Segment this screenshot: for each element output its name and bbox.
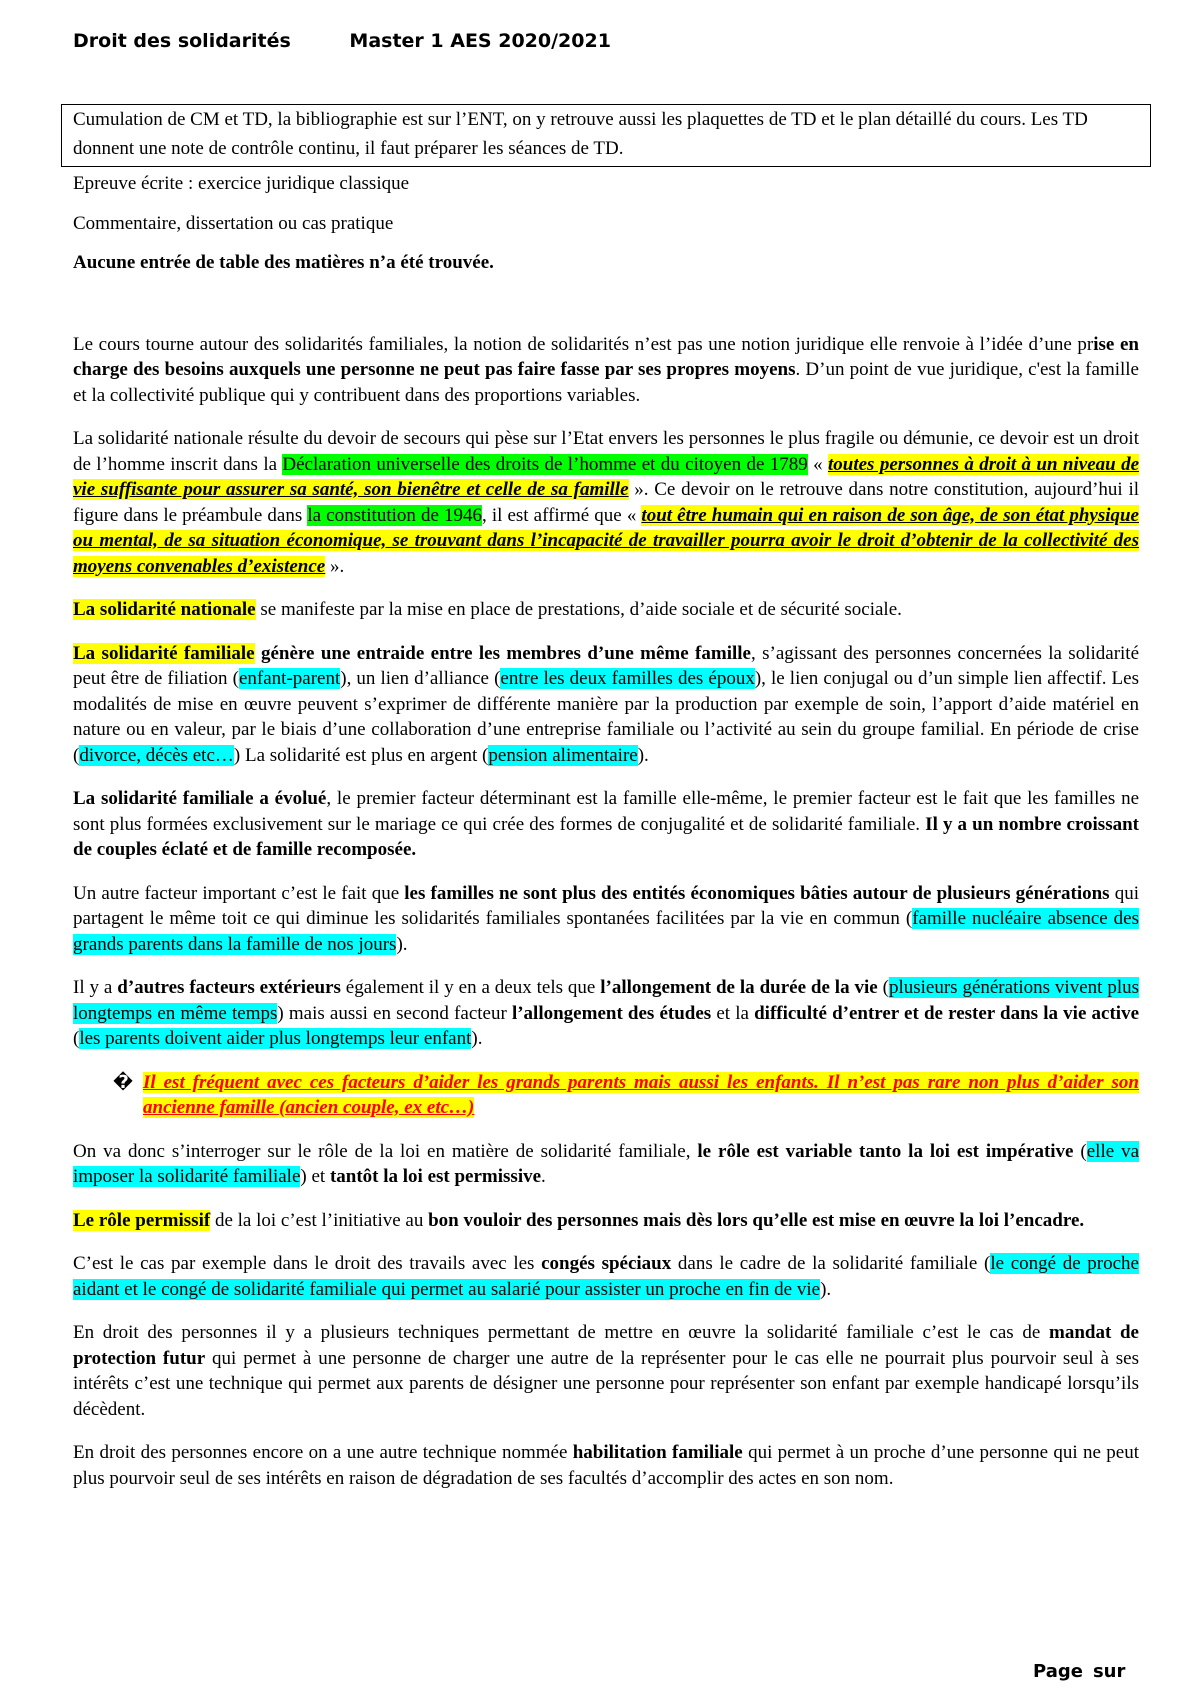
p4-text-b: ), un lien d’alliance ( (340, 668, 501, 689)
p6-text-b: qui partagent le même toit ce qui diminue les solidarités familiales spontanées facilitées par la vie en commun ( (73, 882, 1139, 929)
paragraph-2 (73, 426, 1139, 579)
p4-bold: génère une entraide entre les membres d’une même famille (254, 642, 751, 664)
p7-highlight-1: plusieurs générations vivent plus longtemps en même temps (73, 977, 1139, 1024)
p7-bold-2: l’allongement de la durée de la vie (600, 977, 878, 998)
paragraph-3 (73, 597, 1139, 623)
page-header (73, 30, 611, 52)
p6-text-c: ). (396, 933, 408, 955)
p1-text-c: . D’un point de vue juridique, c'est la famille et la collectivité publique qui y contribuent dans des proportions variables. (73, 359, 1139, 406)
declaration-highlight: Déclaration universelle des droits de l’homme et du citoyen de 1789 (282, 453, 808, 475)
p8-text-c: ) et (300, 1166, 330, 1187)
intro-box (61, 104, 1151, 167)
p4-highlight-3: divorce, décès etc… (79, 744, 234, 766)
p4-text-e: ). (637, 744, 649, 766)
p3-text: se manifeste par la mise en place de prestations, d’aide sociale et de sécurité sociale. (255, 599, 902, 620)
p8-text-b: ( (1073, 1140, 1087, 1162)
course-title: Droit des solidarités (73, 30, 291, 52)
p8-highlight: elle va imposer la solidarité familiale (73, 1140, 1140, 1187)
page-label: Page (1033, 1661, 1083, 1682)
p10-text-a: C’est le cas par exemple dans le droit des travails avec les (73, 1253, 542, 1274)
document-body (73, 104, 1139, 1509)
p4-highlight-1: enfant-parent (238, 668, 341, 689)
program-title: Master 1 AES 2020/2021 (349, 30, 611, 52)
p11-text-a: En droit des personnes il y a plusieurs techniques permettant de mettre en œuvre la solidarité familiale c’est le cas de (73, 1322, 1049, 1343)
p7-text-e: et la (711, 1002, 755, 1024)
bullet-item (113, 1070, 1139, 1121)
paragraph-10 (73, 1251, 1139, 1302)
paragraph-4 (73, 641, 1139, 769)
paragraph-6 (73, 881, 1139, 958)
of-label: sur (1092, 1661, 1126, 1682)
p2-text-c: ». Ce devoir on le retrouve dans notre constitution, aujourd’hui il figure dans le préambule dans (73, 479, 1139, 526)
toc-notice-text: Aucune entrée de table des matières n’a été trouvée. (73, 252, 494, 273)
page-footer (1033, 1661, 1135, 1682)
p7-text-f: ( (73, 1028, 80, 1049)
p8-bold-1: le rôle est variable tanto la loi est impérative (697, 1140, 1074, 1162)
p5-text-a: , le premier facteur déterminant est la famille elle-même, le premier facteur est le fait que les familles ne sont plus formées exclusivement sur le mariage ce qui crée des formes de conjugalité et de solidarité familiale. (73, 788, 1139, 835)
p6-text-a: Un autre facteur important c’est le fait que (73, 882, 405, 904)
term-role-permissif: Le rôle permissif (73, 1209, 211, 1231)
p12-bold: habilitation familiale (572, 1442, 743, 1463)
quote-1: toutes personnes à droit à un niveau de vie suffisante pour assurer sa santé, son bienêtre et celle de sa famille (73, 453, 1140, 500)
p7-text-a: Il y a (73, 977, 118, 998)
p7-text-b: également il y en a deux tels que (340, 977, 601, 998)
p1-bold: ise en charge des besoins auxquels une personne ne peut pas faire fasse par ses propres moyens (73, 333, 1139, 380)
paragraph-1 (73, 332, 1139, 409)
p12-text-b: qui permet à un proche d’une personne qui ne peut plus pourvoir seul de ses intérêts en raison de dégradation de ses facultés d’accomplir des actes en son nom. (73, 1442, 1139, 1489)
bullet-text-content: Il est fréquent avec ces facteurs d’aider les grands parents mais aussi les enfants. Il n’est pas rare non plus d’aider son ancienne famille (ancien couple, ex etc…) (143, 1071, 1139, 1118)
p9-bold: bon vouloir des personnes mais dès lors qu’elle est mise en œuvre la loi l’encadre. (428, 1209, 1085, 1231)
exam-line-1: Epreuve écrite : exercice juridique classique (73, 173, 410, 194)
constitution-highlight: la constitution de 1946 (307, 504, 482, 526)
term-solidarite-nationale: La solidarité nationale (73, 599, 256, 620)
p10-highlight: le congé de proche aidant et le congé de solidarité familiale qui permet au salarié pour assister un proche en fin de vie (73, 1253, 1139, 1300)
exam-line-2: Commentaire, dissertation ou cas pratique (73, 212, 394, 234)
paragraph-12 (73, 1440, 1139, 1491)
p8-text-a: On va donc s’interroger sur le rôle de la loi en matière de solidarité familiale, (73, 1140, 698, 1162)
p7-text-d: ) mais aussi en second facteur (277, 1002, 512, 1024)
p12-text-a: En droit des personnes encore on a une autre technique nommée (73, 1442, 573, 1463)
p2-text-e: ». (325, 555, 345, 577)
p11-text-b: qui permet à une personne de charger une autre de la représenter pour le cas elle ne pourrait plus pourvoir seul à ses intérêts c’est une technique qui permet aux parents de désigner une personne pour représenter son enfant par exemple handicapé lorsqu’ils décèdent. (73, 1347, 1139, 1420)
p2-text-b: « (807, 453, 828, 475)
p5-bold-1: La solidarité familiale a évolué (73, 788, 327, 809)
paragraph-11 (73, 1320, 1139, 1422)
p4-highlight-2: entre les deux familles des époux (500, 668, 755, 689)
p1-text-a: Le cours tourne autour des solidarités familiales, la notion de solidarités n’est pas une notion juridique elle renvoie à l’idée d’une pr (73, 333, 1094, 355)
p11-bold: mandat de protection futur (73, 1322, 1139, 1369)
paragraph-9 (73, 1208, 1139, 1234)
spacer (73, 290, 1139, 332)
bullet-arrow-icon: � (113, 1071, 134, 1093)
p7-bold-1: d’autres facteurs extérieurs (117, 977, 341, 998)
p6-bold: les familles ne sont plus des entités économiques bâties autour de plusieurs générations (404, 882, 1110, 904)
p4-text-d: ) La solidarité est plus en argent ( (233, 744, 489, 766)
p2-text-a: La solidarité nationale résulte du devoir de secours qui pèse sur l’Etat envers les personnes le plus fragile ou démunie, ce devoir est un droit de l’homme inscrit dans la (73, 428, 1139, 475)
p4-text-a: , s’agissant des personnes concernées la solidarité peut être de filiation ( (73, 642, 1140, 689)
p9-text-a: de la loi c’est l’initiative au (210, 1209, 429, 1231)
p4-highlight-4: pension alimentaire (488, 744, 638, 766)
term-solidarite-familiale: La solidarité familiale (73, 642, 255, 664)
p7-highlight-2: les parents doivent aider plus longtemps leur enfant (79, 1028, 472, 1049)
p7-bold-4: difficulté d’entrer et de rester dans la vie active (754, 1002, 1140, 1024)
paragraph-7 (73, 975, 1139, 1052)
p2-text-d: , il est affirmé que « (481, 504, 642, 526)
toc-notice (73, 250, 1139, 276)
p7-text-c: ( (877, 977, 889, 998)
paragraph-5 (73, 786, 1139, 863)
p6-highlight: famille nucléaire absence des grands parents dans la famille de nos jours (73, 908, 1139, 955)
paragraph-8 (73, 1139, 1139, 1190)
p10-text-b: dans le cadre de la solidarité familiale ( (671, 1253, 991, 1274)
p10-bold: congés spéciaux (541, 1253, 672, 1274)
p8-bold-2: tantôt la loi est permissive (329, 1166, 542, 1187)
p5-bold-2: Il y a un nombre croissant de couples éclaté et de famille recomposée. (73, 813, 1139, 860)
p10-text-c: ). (820, 1278, 832, 1300)
p7-bold-3: l’allongement des études (511, 1002, 712, 1024)
p8-text-d: . (541, 1166, 546, 1187)
intro-box-text: Cumulation de CM et TD, la bibliographie est sur l’ENT, on y retrouve aussi les plaquettes de TD et le plan détaillé du cours. Les TD donnent une note de contrôle continu, il faut préparer les séances de TD. (73, 109, 1088, 159)
p4-text-c: ), le lien conjugal ou d’un simple lien affectif. Les modalités de mise en œuvre peuvent s’exprimer de différente manière par la production par exemple de soin, l’apport d’aide matériel en nature ou en valeur, par le biais d’une collaboration d’une entreprise familiale ou l’activité au sein du groupe familial. En période de crise ( (73, 668, 1139, 766)
quote-2: tout être humain qui en raison de son âge, de son état physique ou mental, de sa situation économique, se trouvant dans l’incapacité de travailler pourra avoir le droit d’obtenir de la collectivité des moyens convenables d’existence (73, 504, 1139, 577)
p7-text-g: ). (471, 1028, 483, 1049)
bullet-text (143, 1070, 1139, 1121)
